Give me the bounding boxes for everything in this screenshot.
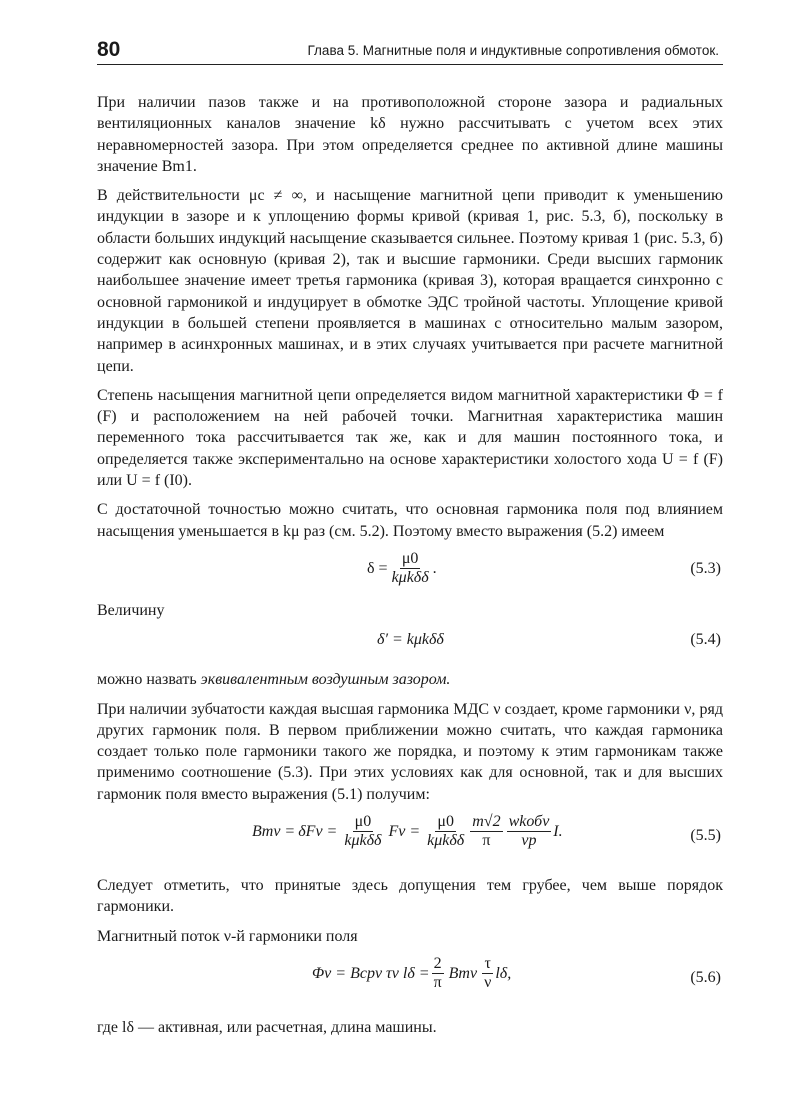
equation-number-5-3: (5.3) — [690, 559, 721, 577]
paragraph-9: Магнитный поток ν-й гармоники поля — [97, 927, 358, 945]
eq55-f1-numerator: μ0 — [354, 813, 372, 831]
page-number: 80 — [97, 38, 121, 61]
equation-5-5-expression — [252, 813, 563, 850]
eq53-fraction — [390, 550, 431, 587]
equation-number-5-4: (5.4) — [690, 631, 721, 649]
eq56-lhs: Φν = Bсрν τν lδ = — [312, 964, 430, 982]
eq56-f1-numerator: 2 — [433, 954, 442, 972]
eq55-fraction-4 — [507, 813, 552, 850]
eq56-mid: Bmν — [448, 964, 478, 982]
eq55-term2: Fν = — [388, 822, 421, 840]
running-title: Глава 5. Магнитные поля и индуктивные сопротивления обмоток. — [307, 43, 719, 58]
paragraph-10: где lδ — активная, или расчетная, длина машины. — [97, 1018, 437, 1036]
equation-number-5-5: (5.5) — [690, 827, 721, 845]
eq55-f4-numerator: wkобν — [508, 813, 550, 831]
eq55-tail: I. — [553, 822, 563, 840]
eq55-fraction-1 — [342, 813, 383, 850]
paragraph-5: Величину — [97, 601, 165, 619]
equation-5-3-expression — [367, 550, 437, 587]
paragraph-2: В действительности μc ≠ ∞, и насыщение магнитной цепи приводит к уменьшению индукции в зазоре и к уплощению формы кривой (кривая 1, рис. 5.3, б), поскольку в области больших индукций насыщение сказывается сильнее. Поэтому кривая 1 (рис. 5.3, б) содержит как основную (кривая 2), так и высшие гармоники. Среди высших гармоник наибольшее значение имеет третья гармоника (кривая 3), которая вращается синхронно с основной гармоникой и индуцирует в обмотке ЭДС тройной частоты. Уплощение кривой индукции в большей степени проявляется в машинах с относительно малым зазором, например в асинхронных машинах, и в этих случаях учитывается при расчете магнитной цепи. — [97, 187, 723, 375]
equation-number-5-6: (5.6) — [690, 968, 721, 986]
equation-5-4 — [97, 629, 723, 659]
paragraph-3: Степень насыщения магнитной цепи определяется видом магнитной характеристики Φ = f (F) и расположением на ней рабочей точки. Магнитная характеристика машин переменного тока рассчитывается так же, как и для машин постоянного тока, и определяется также экспериментально на основе характеристики холостого хода U = f (F) или U = f (I0). — [97, 386, 723, 490]
paragraph-6-lead: можно назвать — [97, 671, 197, 689]
eq55-lhs: Bmν = — [252, 822, 296, 840]
eq56-f2-denominator: ν — [484, 973, 492, 991]
paragraph-8: Следует отметить, что принятые здесь допущения тем грубее, чем выше порядок гармоники. — [97, 877, 723, 916]
eq53-denominator: kμkδδ — [391, 568, 429, 586]
eq55-f3-denominator: π — [482, 832, 491, 850]
eq56-tail: lδ, — [495, 964, 512, 982]
eq55-f2-denominator: kμkδδ — [427, 832, 465, 850]
eq53-numerator: μ0 — [401, 549, 419, 567]
equation-5-6-expression — [312, 955, 511, 992]
eq55-f3-numerator: m√2 — [472, 813, 501, 831]
eq56-f1-denominator: π — [433, 973, 442, 991]
eq55-term1: δFν = — [298, 822, 338, 840]
eq55-fraction-3 — [470, 813, 502, 850]
paragraph-7: При наличии зубчатости каждая высшая гармоника МДС ν создает, кроме гармоники ν, ряд других гармоник поля. В первом приближении можно считать, что каждая гармоника создает только поле гармоники такого же порядка, и поэтому к этим гармоникам также применимо соотношение (5.3). При этих условиях как для основной, так и для высших гармоник поля вместо выражения (5.1) получим: — [97, 700, 723, 803]
paragraph-4: С достаточной точностью можно считать, что основная гармоника поля под влиянием насыщения уменьшается в kμ раз (см. 5.2). Поэтому вместо выражения (5.2) имеем — [97, 501, 723, 540]
equation-5-3 — [97, 550, 723, 590]
paragraph-1: При наличии пазов также и на противоположной стороне зазора и радиальных вентиляционных каналов значение kδ нужно рассчитывать с учетом всех этих неравномерностей зазора. При этом определяется среднее по активной длине машины значение Bm1. — [97, 94, 723, 175]
eq56-f2-numerator: τ — [484, 954, 491, 972]
eq53-lhs: δ = — [367, 559, 388, 577]
equation-5-4-expression: δ′ = kμkδδ — [377, 631, 444, 649]
eq55-f2-numerator: μ0 — [437, 813, 454, 831]
equation-5-6 — [97, 955, 723, 1007]
equation-5-5 — [97, 813, 723, 865]
paragraph-6 — [97, 669, 723, 690]
page-header — [97, 38, 723, 65]
term-equivalent-air-gap: эквивалентным воздушным зазором. — [200, 671, 451, 689]
eq53-tail: . — [432, 559, 437, 577]
eq56-fraction-2 — [482, 955, 493, 992]
page-body — [97, 92, 723, 1046]
eq56-fraction-1 — [432, 955, 444, 992]
eq55-fraction-2 — [425, 813, 466, 850]
eq55-f4-denominator: νp — [521, 832, 537, 850]
eq55-f1-denominator: kμkδδ — [344, 832, 382, 850]
